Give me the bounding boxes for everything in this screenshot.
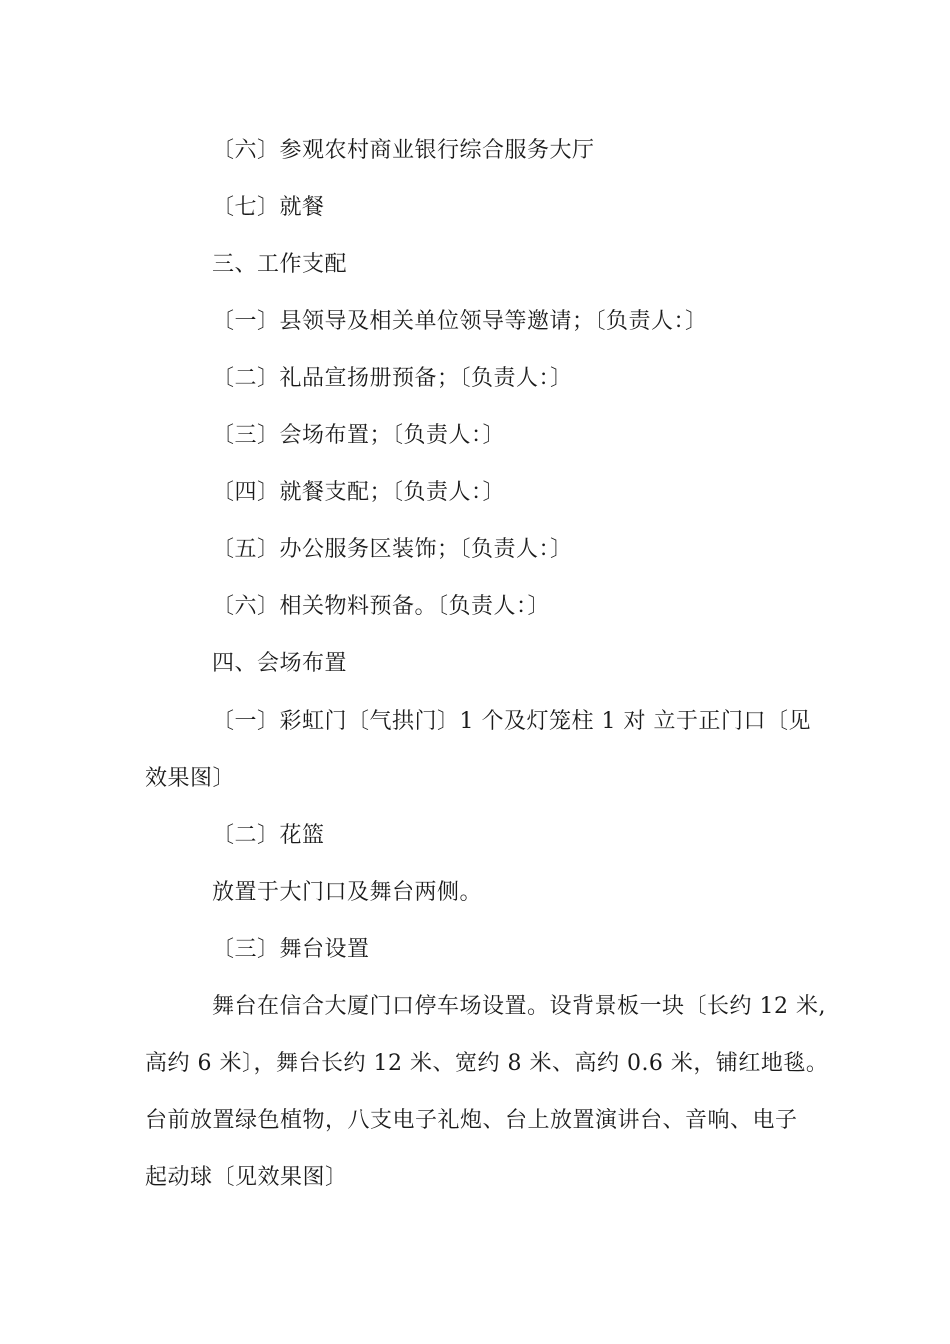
- paragraph-rainbow-arch: 〔一〕彩虹门〔气拱门〕1 个及灯笼柱 1 对 立于正门口〔见: [212, 709, 811, 734]
- paragraph-stage-line-3: 台前放置绿色植物，八支电子礼炮、台上放置演讲台、音响、电子: [145, 1108, 798, 1133]
- paragraph-flower-baskets: 放置于大门口及舞台两侧。: [212, 880, 483, 905]
- task-item-venue-layout: 〔三〕会场布置；〔负责人：〕: [212, 423, 506, 448]
- task-item-dining-arrangement: 〔四〕就餐支配；〔负责人：〕: [212, 480, 506, 505]
- subheading-stage-setup: 〔三〕舞台设置: [212, 937, 370, 962]
- paragraph-rainbow-arch-continued: 效果图〕: [145, 766, 236, 791]
- paragraph-stage-line-2: 高约 6 米〕，舞台长约 12 米、宽约 8 米、高约 0.6 米，铺红地毯。: [145, 1051, 829, 1076]
- section-heading-work-arrangement: 三、工作支配: [212, 252, 348, 277]
- paragraph-stage-line-1: 舞台在信合大厦门口停车场设置。设背景板一块〔长约 12 米,: [212, 994, 826, 1019]
- paragraph-item-6-visit-hall: 〔六〕参观农村商业银行综合服务大厅: [212, 138, 595, 163]
- section-heading-venue-layout: 四、会场布置: [212, 651, 348, 676]
- subheading-flower-baskets: 〔二〕花篮: [212, 823, 325, 848]
- task-item-office-decoration: 〔五〕办公服务区装饰；〔负责人：〕: [212, 537, 573, 562]
- task-item-materials: 〔六〕相关物料预备。〔负责人：〕: [212, 594, 551, 619]
- task-item-gifts-brochures: 〔二〕礼品宣扬册预备；〔负责人：〕: [212, 366, 573, 391]
- paragraph-stage-line-4: 起动球〔见效果图〕: [145, 1165, 348, 1190]
- paragraph-item-7-dining: 〔七〕就餐: [212, 195, 325, 220]
- task-item-invitations: 〔一〕县领导及相关单位领导等邀请；〔负责人：〕: [212, 309, 708, 334]
